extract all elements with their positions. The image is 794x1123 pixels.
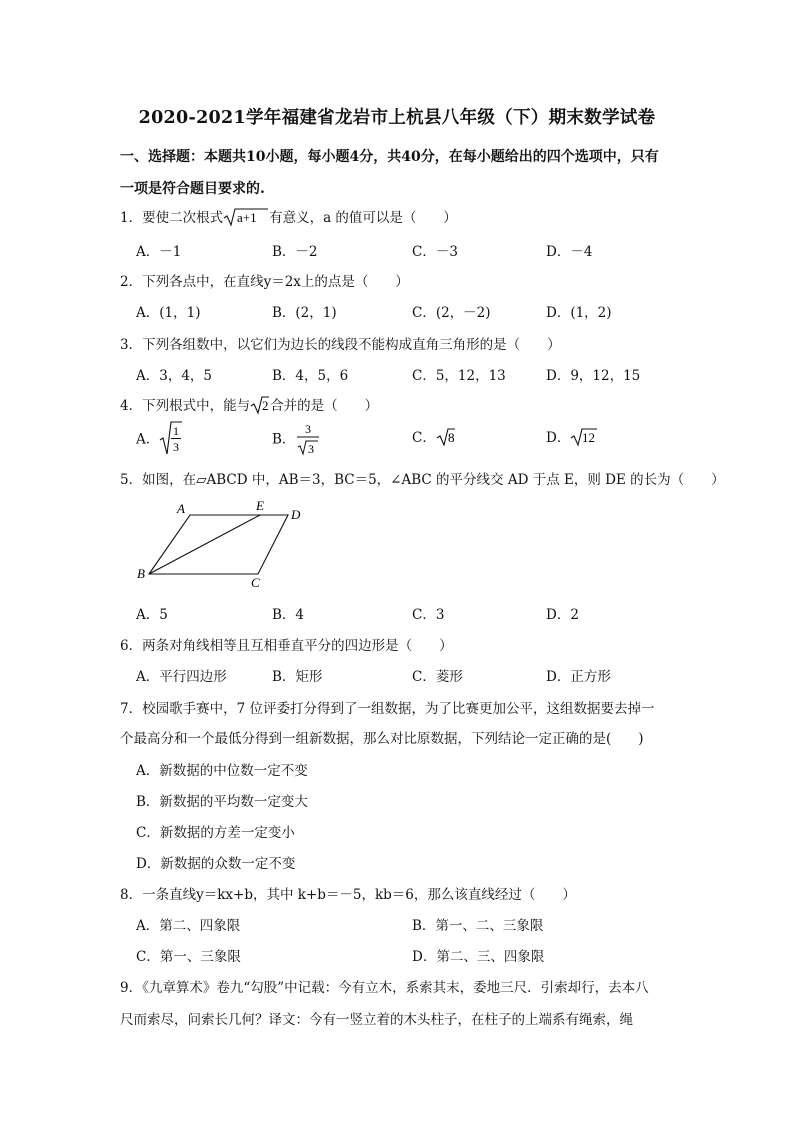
q4-option-d-label: D． — [546, 430, 571, 446]
question-1 — [120, 206, 457, 231]
q4-option-b-label: B． — [272, 431, 296, 448]
radicand-8: 8 — [447, 429, 455, 445]
q2-option-b[interactable]: B．(2，1) — [272, 305, 337, 321]
q6-option-a[interactable]: A．平行四边形 — [136, 669, 227, 685]
question-4-text-post: 合并的是（ ） — [270, 398, 379, 414]
q6-option-d[interactable]: D．正方形 — [546, 669, 611, 685]
q3-option-d[interactable]: D．9，12，15 — [546, 368, 641, 384]
q3-option-c[interactable]: C．5，12，13 — [412, 368, 506, 384]
q1-option-a[interactable]: A．－1 — [136, 244, 182, 260]
q4-option-d[interactable] — [546, 426, 598, 451]
q6-option-c[interactable]: C．菱形 — [412, 669, 463, 685]
question-3: 3．下列各组数中，以它们为边长的线段不能构成直角三角形的是（ ） — [120, 337, 561, 353]
question-9-line1: 9．《九章算术》卷九“勾股”中记载：今有立木，系索其末，委地三尺．引索却行，去本八 — [120, 980, 649, 996]
parallelogram-abcd — [149, 515, 288, 574]
vertex-label-b: B — [137, 566, 145, 581]
q5-option-d[interactable]: D．2 — [546, 607, 579, 623]
vertex-label-c: C — [251, 575, 260, 590]
q5-option-a[interactable]: A．5 — [136, 607, 168, 623]
sqrt-fraction-radical — [159, 420, 183, 460]
q4-option-a[interactable] — [136, 420, 183, 460]
q4-option-b[interactable] — [272, 420, 321, 460]
q1-option-b[interactable]: B．－2 — [272, 244, 318, 260]
parallelogram-figure — [136, 498, 316, 594]
q1-option-c[interactable]: C．－3 — [412, 244, 458, 260]
vertex-label-d: D — [291, 507, 301, 522]
q3-option-a[interactable]: A．3，4，5 — [136, 368, 213, 384]
radicand-12: 12 — [582, 429, 596, 445]
section-heading-line1: 一、选择题：本题共10小题，每小题4分，共40分，在每小题给出的四个选项中，只有 — [120, 149, 659, 165]
fraction-numerator: 1 — [173, 424, 180, 438]
q8-option-c[interactable]: C．第一、三象限 — [136, 949, 241, 965]
sqrt-radical — [250, 395, 270, 419]
q6-option-b[interactable]: B．矩形 — [272, 669, 323, 685]
q4-option-c-label: C． — [412, 430, 436, 446]
q4-option-c[interactable] — [412, 426, 456, 451]
question-7-line1: 7．校园歌手赛中，7 位评委打分得到了一组数据，为了比赛更加公平，这组数据要去掉一 — [120, 701, 655, 717]
sqrt-radical — [223, 207, 269, 231]
question-1-text-post: 有意义，a 的值可以是（ ） — [269, 210, 457, 226]
q8-option-a[interactable]: A．第二、四象限 — [136, 918, 241, 934]
section-heading-line2: 一项是符合题目要求的. — [120, 181, 265, 197]
q8-option-d[interactable]: D．第二、三、四象限 — [412, 949, 545, 965]
question-9-line2: 尺而索尽，问索长几何？译文：今有一竖立着的木头柱子，在柱子的上端系有绳索，绳 — [120, 1012, 633, 1028]
sqrt-radicand: 3 — [308, 442, 315, 456]
question-8: 8．一条直线y＝kx+b，其中 k+b＝－5，kb＝6，那么该直线经过（ ） — [120, 887, 576, 903]
fraction-numerator: 3 — [305, 422, 312, 436]
question-1-text-pre: 1．要使二次根式 — [120, 210, 224, 226]
q5-option-b[interactable]: B．4 — [272, 607, 305, 623]
q2-option-c[interactable]: C．(2，－2) — [412, 305, 491, 321]
fraction-denominator: 3 — [173, 440, 180, 454]
question-4-text-pre: 4．下列根式中，能与 — [120, 398, 251, 414]
q7-option-b[interactable]: B．新数据的平均数一定变大 — [136, 794, 308, 810]
question-6: 6．两条对角线相等且互相垂直平分的四边形是（ ） — [120, 638, 453, 654]
sqrt-radical — [436, 427, 456, 451]
radicand-a-plus-1: a+1 — [237, 209, 257, 225]
question-2: 2．下列各点中，在直线y＝2x上的点是（ ） — [120, 274, 409, 290]
fraction-over-sqrt — [295, 420, 321, 460]
q5-option-c[interactable]: C．3 — [412, 607, 445, 623]
q7-option-a[interactable]: A．新数据的中位数一定不变 — [136, 763, 308, 779]
sqrt-radical — [570, 427, 598, 451]
vertex-label-a: A — [177, 501, 185, 516]
q4-option-a-label: A． — [136, 431, 160, 448]
question-7-line2: 个最高分和一个最低分得到一组新数据，那么对比原数据，下列结论一定正确的是( ) — [120, 731, 644, 747]
q3-option-b[interactable]: B．4，5，6 — [272, 368, 349, 384]
radicand-2: 2 — [262, 397, 269, 413]
q1-option-d[interactable]: D．－4 — [546, 244, 593, 260]
angle-bisector-be — [149, 515, 260, 574]
question-5: 5．如图，在▱ABCD 中，AB＝3，BC＝5，∠ABC 的平分线交 AD 于点 E，则 DE 的长为（ ） — [120, 472, 725, 488]
vertex-label-e: E — [256, 498, 264, 513]
page-title: 2020-2021学年福建省龙岩市上杭县八年级（下）期末数学试卷 — [138, 108, 656, 128]
q7-option-d[interactable]: D．新数据的众数一定不变 — [136, 856, 296, 872]
q8-option-b[interactable]: B．第一、二、三象限 — [412, 918, 544, 934]
q2-option-a[interactable]: A．(1，1) — [136, 305, 201, 321]
q2-option-d[interactable]: D．(1，2) — [546, 305, 612, 321]
q7-option-c[interactable]: C．新数据的方差一定变小 — [136, 825, 295, 841]
question-4 — [120, 394, 378, 419]
